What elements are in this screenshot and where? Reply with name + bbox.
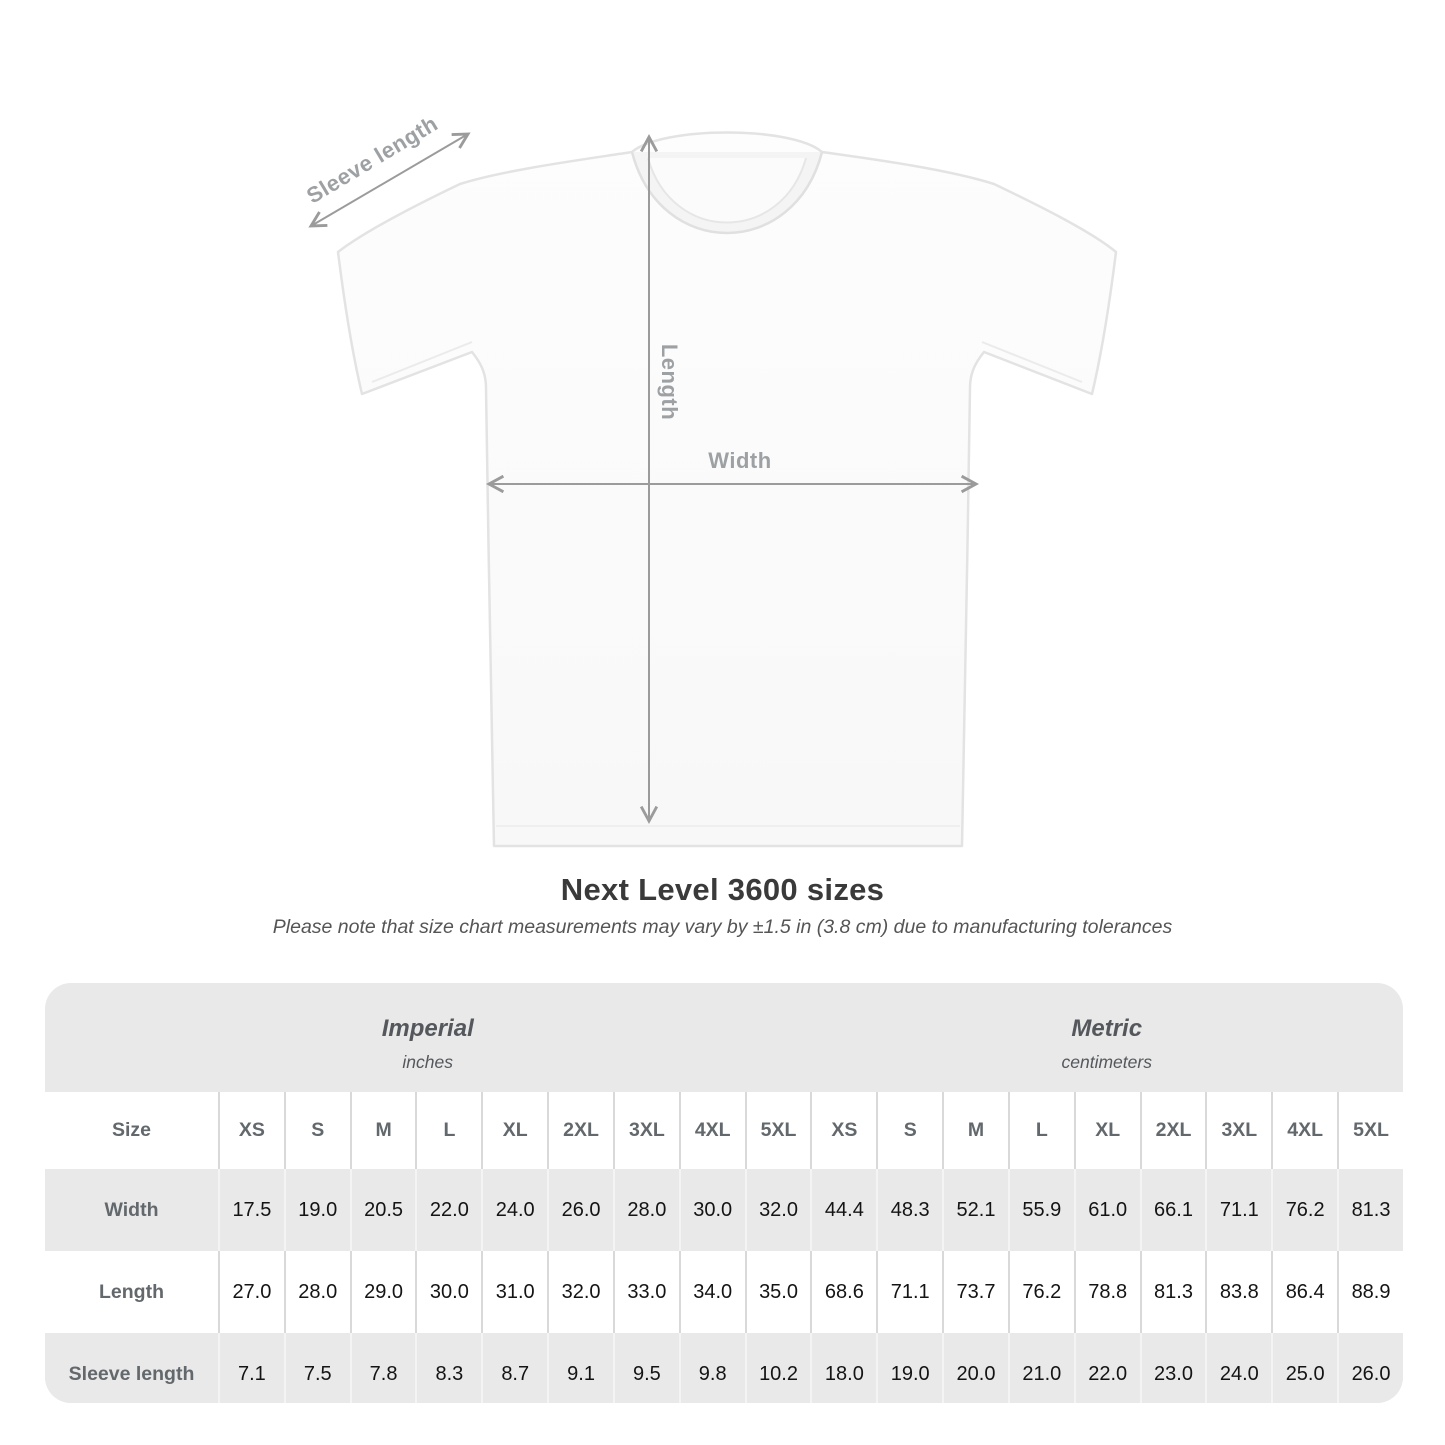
size-col-header-metric-l: L (1008, 1092, 1074, 1169)
size-chart-table (45, 983, 1403, 1403)
tolerance-note: Please note that size chart measurements may vary by ±1.5 in (3.8 cm) due to manufacturing tolerances (272, 916, 1173, 938)
measurement-row-sleeve-length (45, 1333, 1403, 1403)
measurement-cell: 26.0 (547, 1169, 613, 1251)
measurement-cell: 35.0 (745, 1251, 811, 1333)
metric-unit: centimeters (1061, 1051, 1152, 1072)
measurement-cell: 27.0 (218, 1251, 284, 1333)
measurement-cell: 71.1 (876, 1251, 942, 1333)
measurement-cell: 7.1 (218, 1333, 284, 1403)
metric-header (810, 983, 1403, 1092)
size-col-header-metric-xs: XS (810, 1092, 876, 1169)
measurement-cell: 73.7 (942, 1251, 1008, 1333)
imperial-label: Imperial (381, 1014, 474, 1042)
measurement-row-length (45, 1251, 1403, 1333)
size-header-row (45, 1092, 1403, 1169)
measurement-cell: 17.5 (218, 1169, 284, 1251)
measurement-cell: 44.4 (810, 1169, 876, 1251)
row-label: Width (45, 1169, 218, 1251)
size-col-header-imperial-xl: XL (481, 1092, 547, 1169)
measurement-cell: 28.0 (613, 1169, 679, 1251)
measurement-cell: 32.0 (745, 1169, 811, 1251)
size-col-header-imperial-3xl: 3XL (613, 1092, 679, 1169)
size-col-header-imperial-m: M (350, 1092, 416, 1169)
measurement-cell: 30.0 (415, 1251, 481, 1333)
measurement-cell: 9.1 (547, 1333, 613, 1403)
measurement-cell: 10.2 (745, 1333, 811, 1403)
metric-label: Metric (1071, 1014, 1143, 1042)
imperial-header (45, 983, 810, 1092)
measurement-cell: 25.0 (1271, 1333, 1337, 1403)
measurement-cell: 68.6 (810, 1251, 876, 1333)
measurement-cell: 23.0 (1140, 1333, 1206, 1403)
measurement-cell: 88.9 (1337, 1251, 1403, 1333)
measurement-cell: 32.0 (547, 1251, 613, 1333)
measurement-cell: 31.0 (481, 1251, 547, 1333)
measurement-cell: 20.5 (350, 1169, 416, 1251)
measurement-cell: 33.0 (613, 1251, 679, 1333)
measurement-cell: 19.0 (876, 1333, 942, 1403)
length-label: Length (657, 343, 682, 421)
measurement-cell: 8.3 (415, 1333, 481, 1403)
measurement-cell: 9.5 (613, 1333, 679, 1403)
measurement-cell: 26.0 (1337, 1333, 1403, 1403)
imperial-unit: inches (402, 1051, 454, 1072)
size-col-header-metric-m: M (942, 1092, 1008, 1169)
measurement-cell: 29.0 (350, 1251, 416, 1333)
sleeve-length-label: Sleeve length (302, 110, 443, 209)
size-col-header-metric-3xl: 3XL (1205, 1092, 1271, 1169)
measurement-cell: 81.3 (1337, 1169, 1403, 1251)
size-col-header-imperial-2xl: 2XL (547, 1092, 613, 1169)
measurement-cell: 22.0 (1074, 1333, 1140, 1403)
measurement-cell: 24.0 (1205, 1333, 1271, 1403)
measurement-cell: 86.4 (1271, 1251, 1337, 1333)
page-title: Next Level 3600 sizes (560, 872, 885, 907)
measurement-cell: 20.0 (942, 1333, 1008, 1403)
measurement-cell: 61.0 (1074, 1169, 1140, 1251)
measurement-cell: 83.8 (1205, 1251, 1271, 1333)
size-col-header-metric-s: S (876, 1092, 942, 1169)
measurement-cell: 7.8 (350, 1333, 416, 1403)
width-label: Width (708, 448, 772, 473)
measurement-row-width (45, 1169, 1403, 1251)
measurement-cell: 21.0 (1008, 1333, 1074, 1403)
measurement-cell: 19.0 (284, 1169, 350, 1251)
size-corner-label: Size (45, 1092, 218, 1169)
size-col-header-imperial-xs: XS (218, 1092, 284, 1169)
measurement-cell: 30.0 (679, 1169, 745, 1251)
measurement-cell: 52.1 (942, 1169, 1008, 1251)
size-col-header-imperial-l: L (415, 1092, 481, 1169)
measurement-cell: 48.3 (876, 1169, 942, 1251)
measurement-cell: 55.9 (1008, 1169, 1074, 1251)
measurement-cell: 71.1 (1205, 1169, 1271, 1251)
measurement-cell: 8.7 (481, 1333, 547, 1403)
measurement-cell: 76.2 (1008, 1251, 1074, 1333)
size-col-header-metric-xl: XL (1074, 1092, 1140, 1169)
measurement-cell: 9.8 (679, 1333, 745, 1403)
measurement-cell: 22.0 (415, 1169, 481, 1251)
unit-header-row (45, 983, 1403, 1092)
tshirt-outline (338, 133, 1116, 847)
measurement-cell: 76.2 (1271, 1169, 1337, 1251)
measurement-cell: 78.8 (1074, 1251, 1140, 1333)
measurement-cell: 7.5 (284, 1333, 350, 1403)
measurement-cell: 28.0 (284, 1251, 350, 1333)
measurement-cell: 34.0 (679, 1251, 745, 1333)
measurement-cell: 66.1 (1140, 1169, 1206, 1251)
row-label: Sleeve length (45, 1333, 218, 1403)
measurement-cell: 81.3 (1140, 1251, 1206, 1333)
size-col-header-imperial-5xl: 5XL (745, 1092, 811, 1169)
size-col-header-metric-4xl: 4XL (1271, 1092, 1337, 1169)
measurement-cell: 18.0 (810, 1333, 876, 1403)
size-col-header-metric-5xl: 5XL (1337, 1092, 1403, 1169)
size-col-header-imperial-4xl: 4XL (679, 1092, 745, 1169)
size-col-header-imperial-s: S (284, 1092, 350, 1169)
row-label: Length (45, 1251, 218, 1333)
measurement-cell: 24.0 (481, 1169, 547, 1251)
size-col-header-metric-2xl: 2XL (1140, 1092, 1206, 1169)
size-chart-container (45, 983, 1403, 1403)
